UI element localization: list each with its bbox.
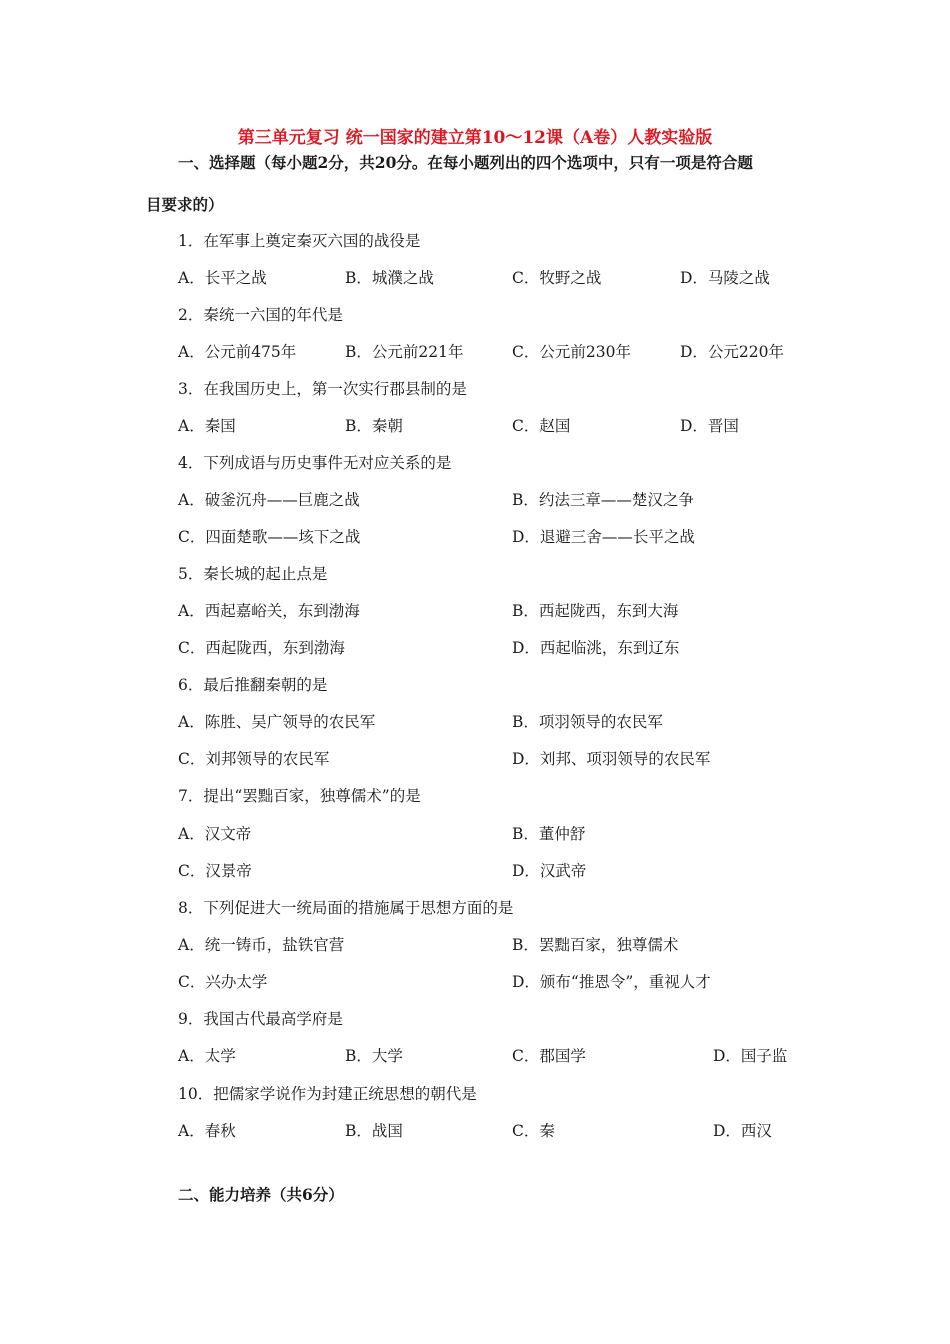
option-c: C．刘邦领导的农民军 bbox=[178, 750, 330, 768]
option-a: A．秦国 bbox=[178, 417, 236, 435]
option-d: D．西汉 bbox=[713, 1122, 772, 1140]
option-b: B．大学 bbox=[345, 1047, 403, 1065]
option-d: D．刘邦、项羽领导的农民军 bbox=[512, 750, 711, 768]
option-a: A．太学 bbox=[178, 1047, 236, 1065]
option-c: C．赵国 bbox=[512, 417, 571, 435]
option-b: B．秦朝 bbox=[345, 417, 403, 435]
option-d: D．马陵之战 bbox=[680, 269, 770, 287]
option-a: A．陈胜、吴广领导的农民军 bbox=[178, 713, 376, 731]
option-b: B．约法三章——楚汉之争 bbox=[512, 491, 694, 509]
question-stem: 7．提出“罢黜百家，独尊儒术”的是 bbox=[178, 787, 421, 805]
question-stem: 1．在军事上奠定秦灭六国的战役是 bbox=[178, 232, 421, 250]
question-stem: 4．下列成语与历史事件无对应关系的是 bbox=[178, 454, 452, 472]
option-d: D．晋国 bbox=[680, 417, 739, 435]
option-d: D．退避三舍——长平之战 bbox=[512, 528, 695, 546]
question-stem: 8．下列促进大一统局面的措施属于思想方面的是 bbox=[178, 899, 514, 917]
option-c: C．公元前230年 bbox=[512, 343, 631, 361]
question-stem: 9．我国古代最高学府是 bbox=[178, 1010, 343, 1028]
option-c: C．秦 bbox=[512, 1122, 555, 1140]
option-d: D．汉武帝 bbox=[512, 862, 587, 880]
section-two-heading: 二、能力培养（共6分） bbox=[178, 1185, 344, 1204]
question-stem: 2．秦统一六国的年代是 bbox=[178, 306, 343, 324]
option-a: A．公元前475年 bbox=[178, 343, 297, 361]
option-d: D．国子监 bbox=[713, 1047, 788, 1065]
option-a: A．汉文帝 bbox=[178, 825, 252, 843]
option-c: C．郡国学 bbox=[512, 1047, 586, 1065]
option-a: A．西起嘉峪关，东到渤海 bbox=[178, 602, 360, 620]
option-b: B．战国 bbox=[345, 1122, 403, 1140]
option-d: D．西起临洮，东到辽东 bbox=[512, 639, 680, 657]
option-a: A．统一铸币，盐铁官营 bbox=[178, 936, 345, 954]
option-c: C．西起陇西，东到渤海 bbox=[178, 639, 345, 657]
option-b: B．项羽领导的农民军 bbox=[512, 713, 663, 731]
option-a: A．破釜沉舟——巨鹿之战 bbox=[178, 491, 360, 509]
document-title: 第三单元复习 统一国家的建立第10～12课（A卷）人教实验版 bbox=[237, 128, 713, 148]
option-d: D．颁布“推恩令”，重视人才 bbox=[512, 973, 711, 991]
option-c: C．牧野之战 bbox=[512, 269, 602, 287]
option-a: A．春秋 bbox=[178, 1122, 236, 1140]
section-one-heading: 一、选择题（每小题2分，共20分。在每小题列出的四个选项中，只有一项是符合题 bbox=[178, 153, 753, 172]
question-stem: 3．在我国历史上，第一次实行郡县制的是 bbox=[178, 380, 467, 398]
option-a: A．长平之战 bbox=[178, 269, 267, 287]
question-stem: 6．最后推翻秦朝的是 bbox=[178, 676, 328, 694]
option-b: B．董仲舒 bbox=[512, 825, 586, 843]
question-stem: 5．秦长城的起止点是 bbox=[178, 565, 328, 583]
option-c: C．兴办太学 bbox=[178, 973, 268, 991]
option-b: B．公元前221年 bbox=[345, 343, 464, 361]
question-stem: 10．把儒家学说作为封建正统思想的朝代是 bbox=[178, 1085, 477, 1103]
option-b: B．罢黜百家，独尊儒术 bbox=[512, 936, 679, 954]
section-one-heading-continued: 目要求的） bbox=[146, 195, 224, 214]
option-c: C．汉景帝 bbox=[178, 862, 252, 880]
option-c: C．四面楚歌——垓下之战 bbox=[178, 528, 361, 546]
option-b: B．城濮之战 bbox=[345, 269, 434, 287]
option-b: B．西起陇西，东到大海 bbox=[512, 602, 679, 620]
option-d: D．公元220年 bbox=[680, 343, 785, 361]
